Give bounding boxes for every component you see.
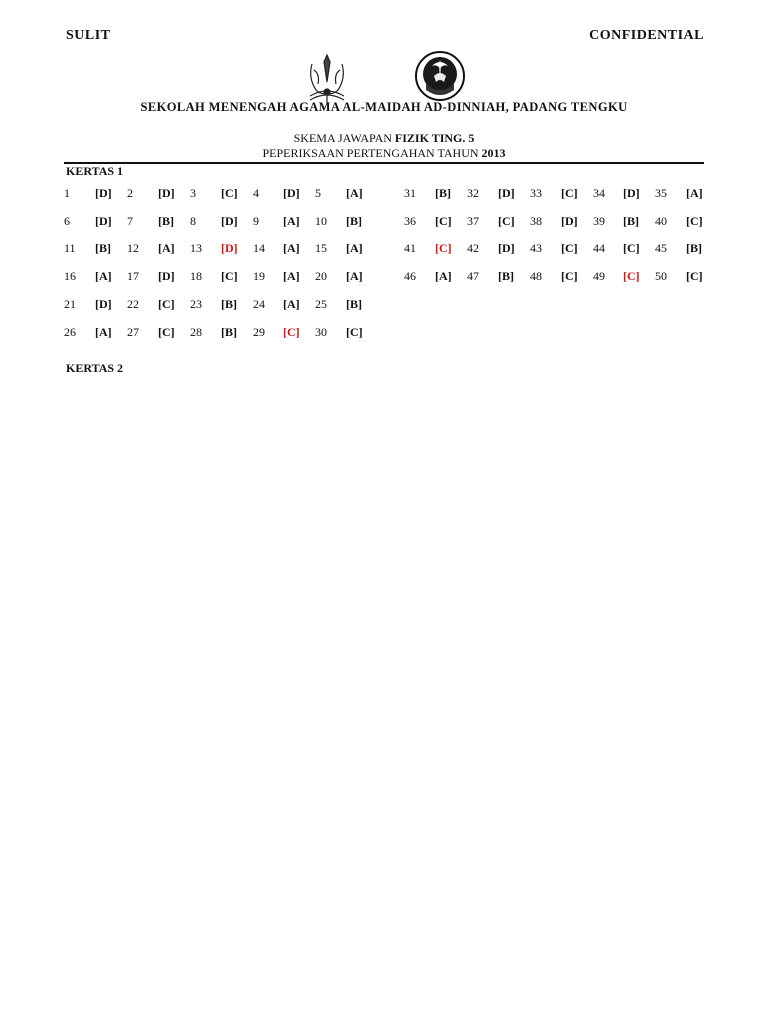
question-number: 38: [530, 213, 542, 228]
question-number: 14: [253, 241, 265, 256]
question-number: 11: [64, 241, 76, 256]
question-number: 46: [404, 269, 416, 284]
answer-key: [B]: [498, 269, 514, 284]
scheme-title: [0, 131, 768, 146]
answer-key: [A]: [435, 269, 452, 284]
question-number: 16: [64, 269, 76, 284]
question-number: 21: [64, 296, 76, 311]
kertas-2-heading: KERTAS 2: [66, 361, 124, 375]
question-number: 18: [190, 269, 202, 284]
answer-key: [C]: [623, 269, 640, 284]
answer-key: [A]: [283, 241, 300, 256]
answer-key: [B]: [95, 241, 111, 256]
answer-key: [C]: [498, 213, 515, 228]
question-number: 12: [127, 241, 139, 256]
scheme-title-prefix: SKEMA JAWAPAN: [293, 131, 395, 145]
question-number: 39: [593, 213, 605, 228]
question-number: 43: [530, 241, 542, 256]
header-divider: [64, 162, 704, 164]
exam-title-year: 2013: [481, 146, 506, 160]
answer-key: [C]: [346, 324, 363, 339]
answer-key: [C]: [221, 186, 238, 200]
answer-key: [C]: [561, 186, 578, 200]
question-number: 42: [467, 241, 479, 256]
question-number: 50: [655, 269, 667, 284]
question-number: 34: [593, 186, 605, 200]
answer-key: [A]: [346, 269, 363, 284]
question-number: 36: [404, 213, 416, 228]
answer-key: [D]: [283, 186, 300, 200]
answer-key: [C]: [435, 241, 452, 256]
answer-key: [D]: [498, 241, 515, 256]
question-number: 25: [315, 296, 327, 311]
answer-key: [C]: [561, 241, 578, 256]
question-number: 29: [253, 324, 265, 339]
answer-key: [D]: [95, 213, 112, 228]
answer-key: [C]: [158, 296, 175, 311]
question-number: 9: [253, 213, 259, 228]
question-number: 45: [655, 241, 667, 256]
question-number: 4: [253, 186, 259, 200]
question-number: 33: [530, 186, 542, 200]
answer-key: [D]: [623, 186, 640, 200]
question-number: 8: [190, 213, 196, 228]
answer-key: [A]: [346, 241, 363, 256]
question-number: 3: [190, 186, 196, 200]
question-number: 10: [315, 213, 327, 228]
answer-key: [A]: [283, 269, 300, 284]
question-number: 28: [190, 324, 202, 339]
question-number: 48: [530, 269, 542, 284]
answer-key: [B]: [221, 296, 237, 311]
answer-key: [A]: [95, 269, 112, 284]
question-number: 35: [655, 186, 667, 200]
question-number: 30: [315, 324, 327, 339]
answer-key: [D]: [158, 186, 175, 200]
answer-key: [D]: [221, 213, 238, 228]
question-number: 19: [253, 269, 265, 284]
answer-key: [D]: [498, 186, 515, 200]
answer-key: [B]: [686, 241, 702, 256]
answer-key: [C]: [221, 269, 238, 284]
question-number: 13: [190, 241, 202, 256]
answer-key: [A]: [346, 186, 363, 200]
answer-key: [D]: [95, 186, 112, 200]
answer-key: [D]: [561, 213, 578, 228]
question-number: 44: [593, 241, 605, 256]
question-number: 5: [315, 186, 321, 200]
header-left-label: SULIT: [66, 28, 111, 43]
question-number: 40: [655, 213, 667, 228]
answer-key: [C]: [435, 213, 452, 228]
answer-key: [A]: [95, 324, 112, 339]
answer-key: [D]: [95, 296, 112, 311]
answer-key: [C]: [283, 324, 300, 339]
answer-key: [B]: [158, 213, 174, 228]
question-number: 49: [593, 269, 605, 284]
answer-key: [B]: [346, 296, 362, 311]
answer-key: [B]: [623, 213, 639, 228]
answer-key: [A]: [686, 186, 703, 200]
answer-key: [A]: [283, 296, 300, 311]
question-number: 32: [467, 186, 479, 200]
answer-key: [A]: [158, 241, 175, 256]
answer-key: [B]: [221, 324, 237, 339]
answer-key: [C]: [623, 241, 640, 256]
answer-key: [C]: [561, 269, 578, 284]
answer-key: [C]: [158, 324, 175, 339]
kertas-1-heading: KERTAS 1: [66, 164, 124, 178]
school-name: SEKOLAH MENENGAH AGAMA AL-MAIDAH AD-DINNIAH, PADANG TENGKU: [140, 100, 628, 114]
scheme-title-subject: FIZIK TING. 5: [394, 131, 475, 145]
question-number: 20: [315, 269, 327, 284]
exam-title: [0, 146, 768, 161]
header-right-label: CONFIDENTIAL: [589, 28, 704, 43]
answer-key: [C]: [686, 213, 703, 228]
question-number: 1: [64, 186, 70, 200]
answer-key: [D]: [158, 269, 175, 284]
answer-key: [B]: [346, 213, 362, 228]
question-number: 2: [127, 186, 133, 200]
question-number: 26: [64, 324, 76, 339]
exam-title-prefix: PEPERIKSAAN PERTENGAHAN TAHUN: [262, 146, 482, 160]
question-number: 37: [467, 213, 479, 228]
question-number: 7: [127, 213, 133, 228]
question-number: 17: [127, 269, 139, 284]
answer-key: [C]: [686, 269, 703, 284]
question-number: 27: [127, 324, 139, 339]
question-number: 22: [127, 296, 139, 311]
question-number: 15: [315, 241, 327, 256]
question-number: 6: [64, 213, 70, 228]
question-number: 41: [404, 241, 416, 256]
answer-key: [D]: [221, 241, 238, 256]
question-number: 47: [467, 269, 479, 284]
answer-key: [A]: [283, 213, 300, 228]
question-number: 24: [253, 296, 265, 311]
school-seal-icon: [414, 50, 466, 102]
question-number: 31: [404, 186, 416, 200]
question-number: 23: [190, 296, 202, 311]
answer-key: [B]: [435, 186, 451, 200]
